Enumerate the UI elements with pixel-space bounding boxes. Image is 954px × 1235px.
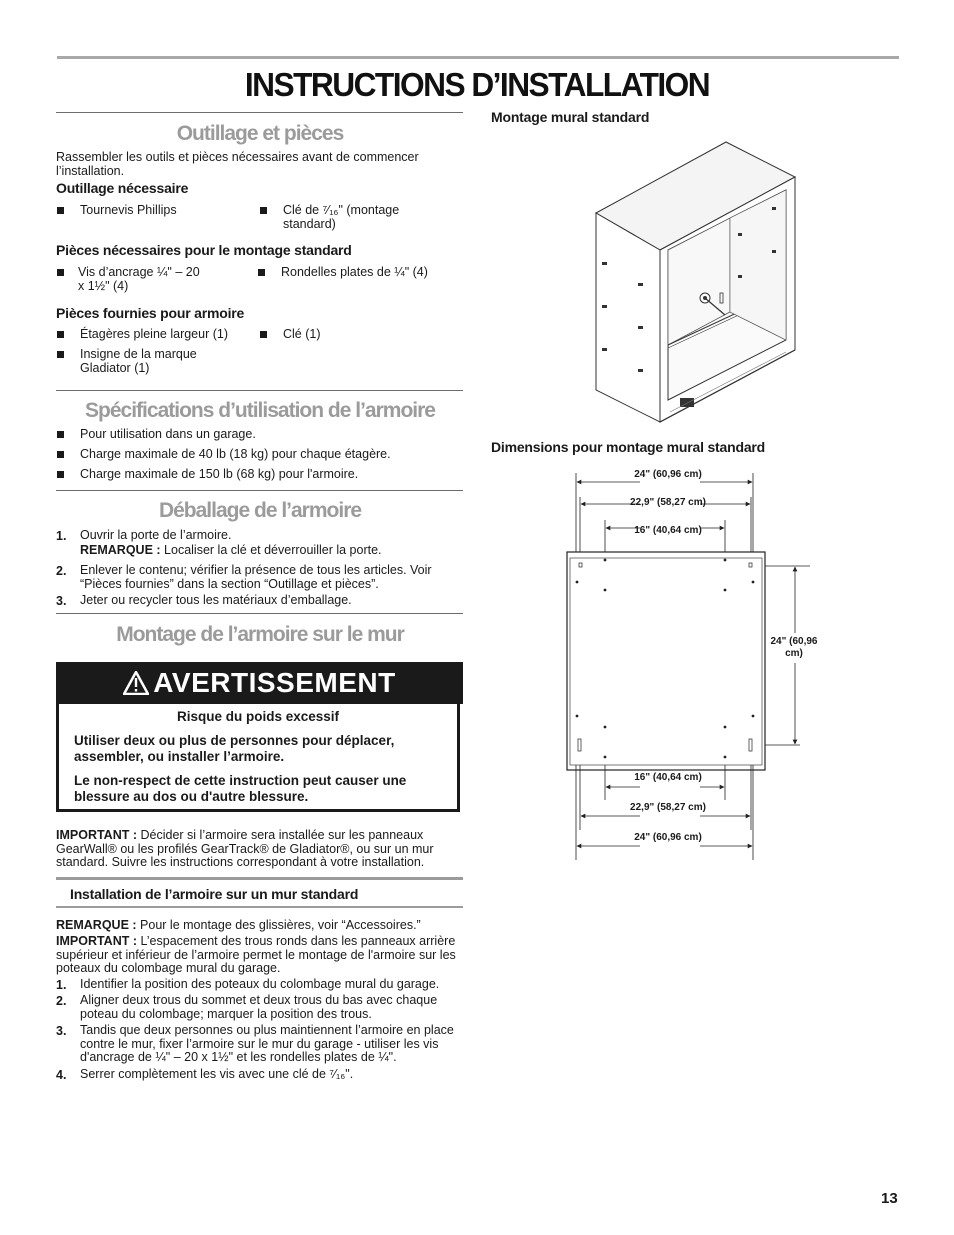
step-number: 3.: [56, 1024, 67, 1038]
dim-label-side-24: 24" (60,96 cm): [770, 636, 818, 659]
important-text: L’espacement des trous ronds dans les panneaux arrière supérieur et inférieur de l’armoire permet le montage de l'armoire sur les poteaux du colombage mural du garage.: [56, 934, 456, 975]
step-number: 4.: [56, 1068, 67, 1082]
part-item: Vis d’ancrage ¼" – 20 x 1½" (4): [78, 265, 200, 293]
warning-instruction: Utiliser deux ou plus de personnes pour déplacer, assembler, ou installer l’armoire.: [74, 733, 395, 764]
important-text: Décider si l’armoire sera installée sur les panneaux GearWall® ou les profilés GearTrack® de Gladiator®, ou sur un mur standard. Suivre les instructions correspondant à votre installation.: [56, 828, 434, 869]
dim-label-top-22-9: 22,9" (58,27 cm): [630, 497, 706, 508]
spec-item: Charge maximale de 40 lb (18 kg) pour chaque étagère.: [80, 447, 391, 461]
section-rule: [56, 390, 463, 391]
section-rule: [56, 112, 463, 113]
tools-heading: Outillage nécessaire: [56, 180, 189, 196]
subsection-bar: [56, 877, 463, 880]
dim-label-bottom-22-9: 22,9" (58,27 cm): [630, 802, 706, 813]
standard-step: Identifier la position des poteaux du colombage mural du garage.: [80, 977, 440, 991]
note-label: REMARQUE :: [80, 543, 161, 557]
step-number: 2.: [56, 994, 67, 1008]
deballage-step: Enlever le contenu; vérifier la présence de tous les articles. Voir “Pièces fournies” dans la section “Outillage et pièces”.: [80, 563, 432, 591]
deballage-note: [80, 544, 460, 558]
warning-header: [56, 662, 463, 704]
warning-risk: Risque du poids excessif: [176, 709, 340, 724]
standard-important: [56, 935, 461, 976]
outillage-heading: Outillage et pièces: [176, 122, 344, 145]
page-title: INSTRUCTIONS D’INSTALLATION: [244, 66, 710, 103]
bullet-icon: [260, 207, 267, 214]
note-text: Localiser la clé et déverrouiller la porte.: [164, 543, 382, 557]
dim-label-top-16: 16" (40,64 cm): [634, 525, 702, 536]
spec-item: Pour utilisation dans un garage.: [80, 427, 256, 441]
part-item: Rondelles plates de ¼" (4): [281, 265, 428, 279]
dim-label-bottom-16: 16" (40,64 cm): [634, 772, 702, 783]
supplied-item: Insigne de la marque Gladiator (1): [80, 347, 197, 375]
top-rule: [57, 56, 899, 59]
deballage-heading: Déballage de l’armoire: [158, 499, 362, 522]
bullet-icon: [57, 431, 64, 438]
bullet-icon: [57, 471, 64, 478]
tool-item: Clé de ⁷⁄₁₆" (montage standard): [283, 203, 400, 231]
important-label: IMPORTANT :: [56, 828, 138, 842]
standard-heading: Installation de l’armoire sur un mur standard: [70, 886, 359, 902]
bullet-icon: [57, 351, 64, 358]
std-parts-heading: Pièces nécessaires pour le montage standard: [56, 242, 352, 258]
step-number: 2.: [56, 564, 67, 578]
bullet-icon: [260, 331, 267, 338]
bullet-icon: [57, 451, 64, 458]
dim-label-top-24: 24" (60,96 cm): [634, 469, 702, 480]
note-label: REMARQUE :: [56, 918, 137, 932]
bullet-icon: [57, 207, 64, 214]
standard-step: Serrer complètement les vis avec une clé de ⁷⁄₁₆".: [80, 1067, 354, 1081]
supplied-heading: Pièces fournies pour armoire: [56, 305, 245, 321]
outillage-intro: Rassembler les outils et pièces nécessaires avant de commencer l’installation.: [56, 150, 419, 178]
warning-title: AVERTISSEMENT: [153, 667, 396, 698]
supplied-item: Clé (1): [283, 327, 321, 341]
cabinet-illustration: [590, 140, 800, 425]
mount-heading: Montage mural standard: [491, 109, 650, 125]
dims-heading: Dimensions pour montage mural standard: [491, 439, 765, 455]
supplied-item: Étagères pleine largeur (1): [80, 327, 228, 341]
important-label: IMPORTANT :: [56, 934, 138, 948]
dim-label-bottom-24: 24" (60,96 cm): [634, 832, 702, 843]
subsection-bar: [56, 906, 463, 908]
standard-note: [56, 919, 461, 933]
spec-item: Charge maximale de 150 lb (68 kg) pour l'armoire.: [80, 467, 359, 481]
standard-step: Tandis que deux personnes ou plus maintiennent l’armoire en place contre le mur, fixer l’armoire sur le mur du garage - utiliser les vis d'ancrage de ¼" – 20 x 1½" et les rondelles plates de ¼".: [80, 1023, 454, 1064]
section-rule: [56, 490, 463, 491]
montage-heading: Montage de l’armoire sur le mur: [116, 623, 404, 646]
step-number: 1.: [56, 978, 67, 992]
bullet-icon: [57, 331, 64, 338]
tool-item: Tournevis Phillips: [80, 203, 177, 217]
bullet-icon: [57, 269, 64, 276]
deballage-step: Ouvrir la porte de l’armoire.: [80, 528, 232, 542]
bullet-icon: [258, 269, 265, 276]
specs-heading: Spécifications d’utilisation de l’armoire: [85, 399, 435, 422]
step-number: 3.: [56, 594, 67, 608]
warning-triangle-icon: [123, 671, 149, 695]
step-number: 1.: [56, 529, 67, 543]
deballage-step: Jeter ou recycler tous les matériaux d’emballage.: [80, 593, 352, 607]
important-note: [56, 829, 461, 870]
page-number: 13: [881, 1190, 898, 1207]
warning-consequence: Le non-respect de cette instruction peut causer une blessure au dos ou d'autre blessure.: [74, 773, 407, 804]
standard-step: Aligner deux trous du sommet et deux trous du bas avec chaque poteau du colombage; marquer la position des trous.: [80, 993, 438, 1021]
note-text: Pour le montage des glissières, voir “Accessoires.”: [140, 918, 421, 932]
section-rule: [56, 613, 463, 614]
